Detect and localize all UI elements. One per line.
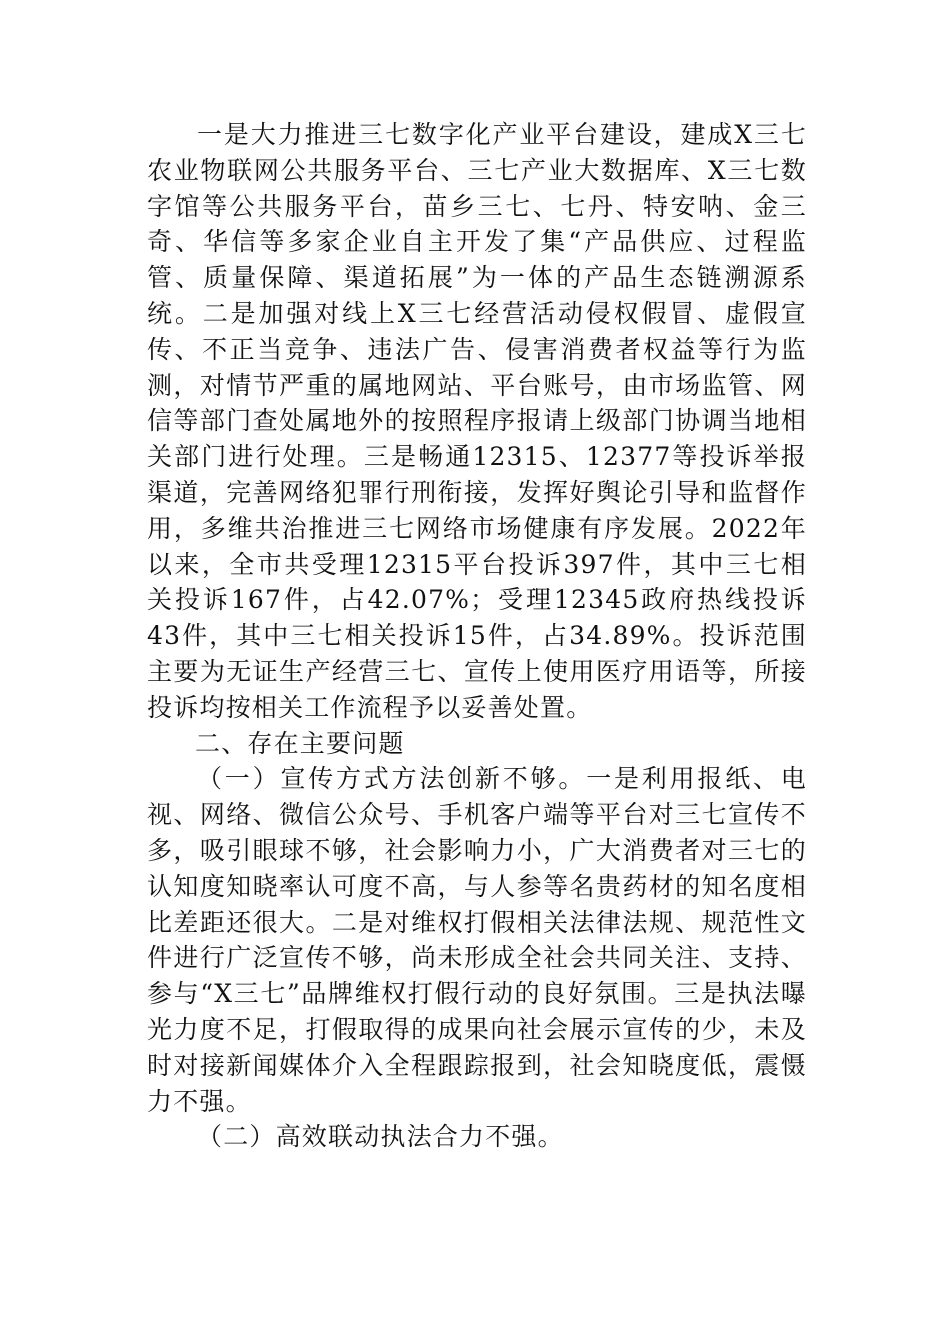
body-paragraph-platform-construction: 一是大力推进三七数字化产业平台建设，建成X三七农业物联网公共服务平台、三七产业大数据库、X三七数字馆等公共服务平台，苗乡三七、七丹、特安呐、金三奇、华信等多家企业自主开发了集“产品供应、过程监管、质量保障、渠道拓展”为一体的产品生态链溯源系统。二是加强对线上X三七经营活动侵权假冒、虚假宣传、不正当竞争、违法广告、侵害消费者权益等行为监测，对情节严重的属地网站、平台账号，由市场监管、网信等部门查处属地外的按照程序报请上级部门协调当地相关部门进行处理。三是畅通12315、12377等投诉举报渠道，完善网络犯罪行刑衔接，发挥好舆论引导和监督作用，多维共治推进三七网络市场健康有序发展。2022年以来，全市共受理12315平台投诉397件，其中三七相关投诉167件，占42.07%；受理12345政府热线投诉43件，其中三七相关投诉15件，占34.89%。投诉范围主要为无证生产经营三七、宣传上使用医疗用语等，所接投诉均按相关工作流程予以妥善处置。: [147, 120, 807, 722]
section-heading-main-problems: 二、存在主要问题: [195, 728, 405, 758]
document-page: [147, 117, 807, 1155]
body-paragraph-joint-enforcement: （二）高效联动执法合力不强。: [197, 1122, 564, 1152]
body-paragraph-publicity-innovation: （一）宣传方式方法创新不够。一是利用报纸、电视、网络、微信公众号、手机客户端等平台对三七宣传不多，吸引眼球不够，社会影响力小，广大消费者对三七的认知度知晓率认可度不高，与人参等名贵药材的知名度相比差距还很大。二是对维权打假相关法律法规、规范性文件进行广泛宣传不够，尚未形成全社会共同关注、支持、参与“X三七”品牌维权打假行动的良好氛围。三是执法曝光力度不足，打假取得的成果向社会展示宣传的少，未及时对接新闻媒体介入全程跟踪报到，社会知晓度低，震慑力不强。: [147, 764, 807, 1116]
